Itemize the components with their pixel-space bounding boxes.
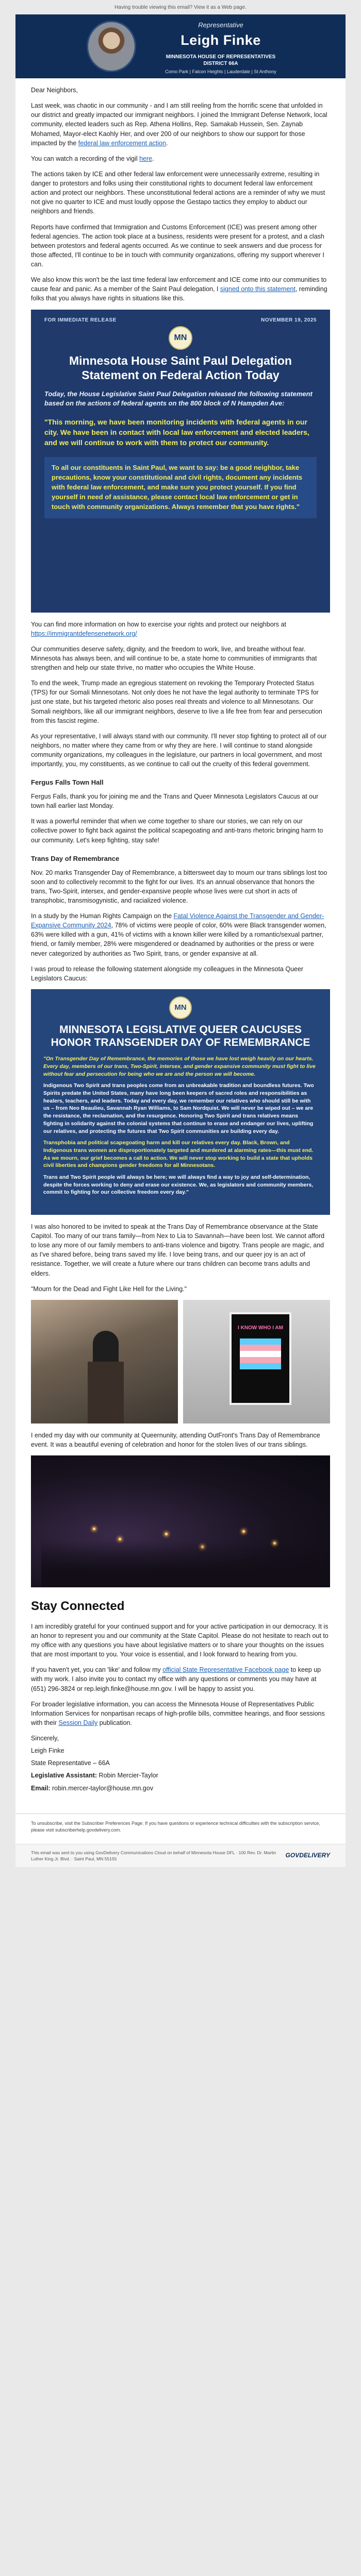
caucus-paragraph-3: Transphobia and political scapegoating harm and kill our relatives every day. Black, Brown, and Indigenous trans women are disproportionately targeted and murdered at alarming rates—this must end. As we mourn, our grief becomes a call to action. We will never stop working to build a state that upholds civil liberties and champions gender freedoms for all Minnesotans.: [43, 1140, 314, 1169]
view-as-webpage-note[interactable]: Having trouble viewing this email? View it as a Web page.: [114, 5, 247, 10]
delivery-note: This email was sent to you using GovDelivery Communications Cloud on behalf of Minnesota House DFL · 100 Rev. Dr. Martin Luther King Jr. Blvd. · Saint Paul, MN 55155: [31, 1850, 276, 1862]
stay-paragraph-3: For broader legislative information, you can access the Minnesota House of Representatives Public Information Services for nonpartisan recaps of high-profile bills, committee hearings, and floor sessions with their Session Daily publication.: [31, 1700, 325, 1726]
newsletter-header: [15, 14, 346, 78]
header-text: [143, 21, 298, 76]
sign-text: I KNOW WHO I AM: [238, 1325, 283, 1331]
release-tag: FOR IMMEDIATE RELEASE: [44, 317, 117, 323]
stand-with-community-paragraph: As your representative, I will always stand with our community. I'll never stop fighting to protect all of our neighbors, no matter where they came from or why they are here. I will continue to stand alongside community organizations, my colleagues in the legislature, our partners in local government, and most importantly, you, my constituents, as we continue to call out the cruelty of this federal government.: [31, 732, 327, 768]
footer: [15, 1814, 346, 1844]
community-paragraph: Our communities deserve safety, dignity, and the freedom to work, live, and breathe without fear. Minnesota has always been, and will continue to be, a state home to communities of immigrants that strengthen and help our state thrive, no matter who occupies the White House.: [31, 645, 317, 671]
capitol-photos: [31, 1300, 330, 1423]
stay-connected-heading: Stay Connected: [31, 1599, 125, 1614]
podium: [88, 1362, 124, 1423]
assistant-email: Email: robin.mercer-taylor@house.mn.gov: [31, 1784, 154, 1792]
office-name: MINNESOTA HOUSE OF REPRESENTATIVES: [166, 54, 276, 60]
tdor-paragraph-1: Nov. 20 marks Transgender Day of Remembrance, a bittersweet day to mourn our trans siblings lost too soon and to collectively recommit to the fight for our lives. It's an annual observance that honors the trans, Two-Spirit, intersex, and gender-expansive people whose lives were cut short in acts of transphobic, transmisogynistic, and racialized violence.: [31, 869, 327, 904]
immigrant-defense-link[interactable]: https://immigrantdefensenetwork.org/: [31, 630, 137, 637]
tdor-paragraph-2: In a study by the Human Rights Campaign on the Fatal Violence Against the Transgender and Gender-Expansive Community 2024, 78% of victims were people of color, 60% were Black transgender women, 63% were killed with a gun, 41% of victims with a known killer were killed by a romantic/sexual partner, friend, or family member, 28% were misgendered or deadnamed by authorities or the press or were never categorized by authorities as Two Spirit, trans, or gender expansive at all.: [31, 912, 326, 957]
signature-title: State Representative – 66A: [31, 1759, 110, 1767]
rep-label: Representative: [198, 21, 243, 29]
sincerely: Sincerely,: [31, 1735, 59, 1742]
stay-paragraph-2: If you haven't yet, you can 'like' and follow my official State Representative Facebook page to keep up with my work. I also invite you to contact my office with any questions or comments you may have at (651) 296-3824 or rep.leigh.finke@house.mn.gov. I will be happy to assist you.: [31, 1666, 321, 1692]
representative-portrait: [87, 21, 136, 72]
session-daily-link[interactable]: Session Daily: [58, 1719, 98, 1726]
stay-paragraph-1: I am incredibly grateful for your continued support and for your active participation in our democracy. It is an honor to represent you and our community at the State Capitol. Please do not hesitate to reach out to my office with any questions you have about legislative matters or to share your thoughts on the issues that are most important to you. Your voice is essential, and I look forward to hearing from you.: [31, 1622, 329, 1658]
intro-paragraph-3: The actions taken by ICE and other federal law enforcement were unnecessarily extreme, resulting in danger to protestors and folks using their constitutional rights to document federal law enforcement action and protect our neighbors. These unconstitutional federal actions are a reminder of why we must not give no quarter to ICE and must loudly oppose the Gestapo tactics they employ to abduct our neighbors and friends.: [31, 170, 325, 215]
tdor-paragraph-3: I was proud to release the following statement alongside my colleagues in the Minnesota Queer Legislators Caucus:: [31, 965, 304, 982]
unsubscribe-note[interactable]: To unsubscribe, visit the Subscriber Preferences Page. If you have questions or experience technical difficulties with the subscription service, please visit subscriberhelp.govdelivery.com.: [31, 1820, 320, 1833]
crowd-silhouette: [41, 1541, 320, 1587]
greeting: Dear Neighbors,: [31, 87, 78, 94]
federal-action-link[interactable]: federal law enforcement action: [78, 139, 166, 147]
town-hall-heading: Fergus Falls Town Hall: [31, 778, 104, 787]
capitol-speech-paragraph: I was also honored to be invited to speak at the Trans Day of Remembrance observance at the State Capitol. Too many of our trans family—from Nex to Lia to Savannah—have been lost. We cannot afford to lose any more of our family members to anti-trans violence and bigotry. Trans people are magic, and as I've shared before, being trans saved my life. I love being trans, and our queer joy is an act of resistance. Together, we will create a future where our trans children can become trans adults and elders.: [31, 1223, 325, 1277]
intro-paragraph-1: Last week, was chaotic in our community - and I am still reeling from the horrific scene that unfolded in our district and greatly impacted our immigrant neighbors. I joined the Immigrant Defense Network, local community, elected leaders such as Rep. Athena Hollins, Rep. Samakab Hussein, Sen. Zaynab Mohamed, Mayor-elect Kaohly Her, and over 200 of our neighbors to show our support for those impacted by the federal law enforcement action.: [31, 102, 327, 147]
intro-paragraph-4: Reports have confirmed that Immigration and Customs Enforcement (ICE) was present among other federal agencies. The action took place at a business, residents were present for a protest, and a clash between protestors and federal agents occurred. As we continue to seek answers and due process for those affected, I'll continue to be in touch with community organizations, offering my support wherever I can.: [31, 223, 324, 268]
caucus-paragraph-4: Trans and Two Spirit people will always be here; we will always find a way to joy and self-determination, despite the forces working to deny and erase our existence. We, as legislators and community members, commit to fighting for our collective freedom every day.": [43, 1174, 314, 1196]
caucus-seal-icon: MN: [169, 996, 192, 1019]
statement-link[interactable]: signed onto this statement: [220, 285, 296, 293]
govdelivery-logo[interactable]: GOVDELIVERY: [285, 1852, 330, 1859]
candle-icon: [119, 1538, 121, 1540]
press-release-card: [31, 310, 330, 613]
town-hall-paragraph-1: Fergus Falls, thank you for joining me and the Trans and Queer Minnesota Legislators Caucus at our town hall earlier last Monday.: [31, 793, 319, 810]
hrc-report-link[interactable]: Fatal Violence Against the Transgender and Gender-Expansive Community 2024: [31, 912, 324, 929]
newsletter-body: [15, 78, 346, 1806]
delivery-bar: [15, 1844, 346, 1868]
candle-icon: [93, 1528, 95, 1530]
intro-paragraph-2: You can watch a recording of the vigil here.: [31, 155, 154, 162]
signoff: [31, 1734, 330, 1793]
legislative-assistant: Legislative Assistant: Robin Mercier-Taylor: [31, 1772, 158, 1780]
candle-icon: [242, 1530, 245, 1533]
release-date: NOVEMBER 19, 2025: [261, 317, 317, 323]
speaker-at-podium-photo: [31, 1300, 178, 1423]
bottom-sheet: [15, 1844, 346, 1868]
release-intro: Today, the House Legislative Saint Paul Delegation released the following statement based on the actions of federal agents on the 800 block of N Hampden Ave:: [44, 390, 313, 408]
release-constituent-message: To all our constituents in Saint Paul, we want to say: be a good neighbor, take precautions, know your constitutional and civil rights, document any incidents with federal law enforcement, and make sure you protect yourself. If you find yourself in need of assistance, please contact local law enforcement or get in touch with community organizations. Always remember that you have rights.": [44, 457, 317, 518]
tps-paragraph: To end the week, Trump made an egregious statement on revoking the Temporary Protected Status (TPS) for our Somali Minnesotans. Not only does he not have the legal authority to terminate TPS for just one state, but his targeted rhetoric also poses real threats and violence to all Minnesotans. Our Somali neighbors, like all our immigrant neighbors, deserve to live a life free from fear and persecution from this fascist regime.: [31, 680, 322, 724]
sign-board: [229, 1312, 291, 1405]
signature-name: Leigh Finke: [31, 1747, 64, 1755]
town-hall-paragraph-2: It was a powerful reminder that when we come together to share our stories, we can rely on our collective power to fight back against the political scapegoating and anti-trans rhetoric bringing harm to our community. Let's keep fighting, stay safe!: [31, 818, 323, 844]
caucus-paragraph-2: Indigenous Two Spirit and trans peoples come from an unbreakable tradition and boundless futures. Two Spirits predate the United States, many have long been keepers of sacred roles and responsibilities as healers, teachers, and leaders. Today and every day, we remember our relatives who should still be with us – from Neo Beaulieu, Savannah Ryan Williams, to Sam Nordquist. We will never be wiped out – we are the resistance, the reclamation, and the resurgence. Honoring Two Spirit and trans relatives means fighting in solidarity against the colonial systems that continue to erase and endanger our lives, uplifting our relatives, and protecting the futures that Two Spirit communities are building every day.: [43, 1082, 314, 1134]
newsletter-sheet: [15, 14, 346, 1844]
neighborhoods: Como Park | Falcon Heights | Lauderdale | St Anthony: [165, 69, 276, 75]
house-seal-icon: MN: [169, 326, 192, 350]
queernunity-paragraph: I ended my day with our community at Queernunity, attending OutFront's Trans Day of Remembrance event. It was a beautiful evening of celebration and honor for the stolen lives of our trans siblings.: [31, 1431, 320, 1448]
release-meta: [44, 317, 317, 325]
rights-info-paragraph: You can find more information on how to exercise your rights and protect our neighbors at https://immigrantdefensenetwork.org/: [31, 620, 286, 637]
caucus-paragraph-1: "On Transgender Day of Remembrance, the memories of those we have lost weigh heavily on our hearts. Every day, members of our trans, Two-Spirit, intersex, and gender expansive community must fight to live without fear and persecution for being who we are and the person we will become.: [43, 1056, 316, 1077]
candlelight-vigil-photo: [31, 1455, 330, 1587]
queer-caucus-statement-card: [31, 989, 330, 1215]
intro-paragraph-5: We also know this won't be the last time federal law enforcement and ICE come into our communities to cause fear and panic. As a member of the Saint Paul delegation, I signed onto this statement, reminding folks that you always have rights in situations like this.: [31, 276, 327, 302]
trans-sign-photo: [183, 1300, 330, 1423]
facebook-page-link[interactable]: official State Representative Facebook page: [162, 1666, 289, 1674]
trans-flag-icon: [240, 1338, 281, 1369]
tdor-heading: Trans Day of Remembrance: [31, 854, 120, 862]
caucus-title: MINNESOTA LEGISLATIVE QUEER CAUCUSES HONOR TRANSGENDER DAY OF REMEMBRANCE: [51, 1023, 310, 1049]
rep-name: Leigh Finke: [180, 32, 261, 48]
mourn-quote: "Mourn for the Dead and Fight Like Hell for the Living.": [31, 1285, 187, 1293]
release-quote: "This morning, we have been monitoring incidents with federal agents in our city. We have been in contact with local law enforcement and elected leaders, and we will continue to work with them to protect our community.: [44, 417, 309, 447]
candle-icon: [165, 1533, 168, 1535]
district-name: DISTRICT 66A: [203, 60, 238, 66]
release-title: Minnesota House Saint Paul Delegation Statement on Federal Action Today: [69, 354, 292, 382]
vigil-recording-link[interactable]: here: [139, 155, 153, 162]
